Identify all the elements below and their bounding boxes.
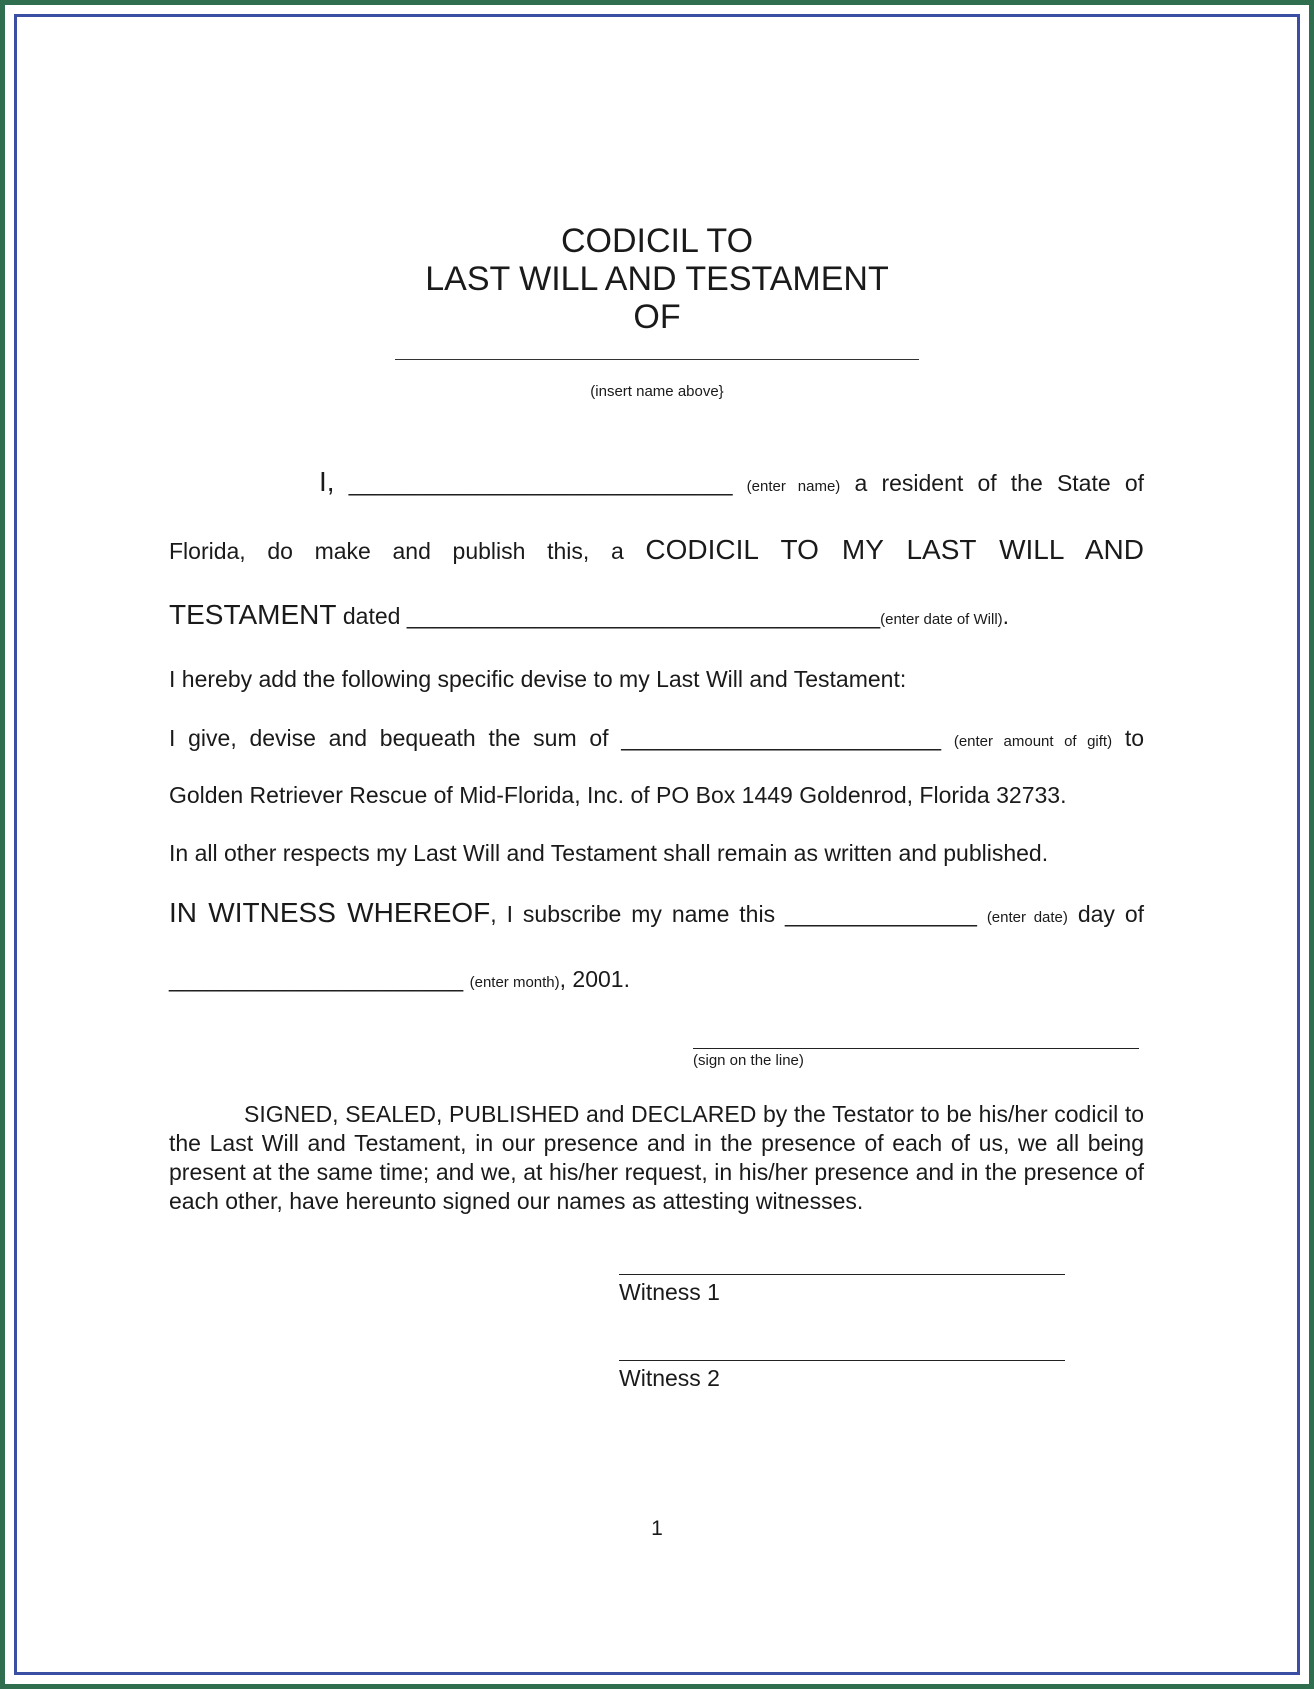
witness-1-label: Witness 1 [619, 1279, 720, 1305]
signature-hint: (sign on the line) [693, 1052, 804, 1069]
title-line-1: CODICIL TO [560, 222, 754, 260]
name-hint: (insert name above} [590, 383, 724, 400]
body-line-2 [169, 535, 1144, 566]
witness-1-signature-line[interactable] [619, 1274, 1065, 1275]
body-line-8-end: day of [1077, 901, 1144, 927]
body-line-8 [169, 898, 1144, 933]
enter-amount-blank[interactable]: _________________________ [621, 725, 942, 751]
enter-will-date-blank[interactable]: _____________________________________ [406, 603, 881, 629]
testator-signature-line[interactable] [693, 1048, 1139, 1049]
title-line-3: OF [633, 298, 681, 336]
body-line-1 [319, 467, 1144, 502]
page-number: 1 [651, 1517, 663, 1540]
enter-month-hint: (enter month) [469, 974, 560, 991]
body-line-3-end: . [1002, 603, 1010, 629]
enter-month-blank[interactable]: _______________________ [169, 966, 464, 992]
body-line-8-text: , I subscribe my name this [490, 901, 776, 927]
body-line-7: In all other respects my Last Will and Testament shall remain as written and published. [169, 840, 1049, 866]
title-line-2: LAST WILL AND TESTAMENT [425, 260, 889, 298]
body-line-2-text: Florida, do make and publish this, a [169, 538, 624, 564]
enter-day-blank[interactable]: _______________ [785, 901, 977, 927]
body-line-9 [169, 964, 1144, 998]
body-line-1-suffix: a resident of the State of [854, 470, 1144, 496]
enter-amount-hint: (enter amount of gift) [953, 733, 1113, 750]
testator-name-line[interactable] [395, 359, 919, 360]
body-line-3-text: dated [342, 603, 401, 629]
enter-name-hint: (enter name) [746, 478, 841, 495]
body-line-8-caps: IN WITNESS WHEREOF [169, 897, 491, 928]
enter-day-hint: (enter date) [986, 909, 1068, 926]
enter-will-date-hint: (enter date of Will) [880, 611, 1003, 628]
enter-name-blank[interactable]: ______________________________ [348, 470, 733, 496]
attestation-paragraph: SIGNED, SEALED, PUBLISHED and DECLARED by the Testator to be his/her codicil to the Last Will and Testament, in our presence and in the presence of each of us, we all being present at the same time; and we, at his/her request, in his/her presence and in the presence of each other, have hereunto signed our names as attesting witnesses. [169, 1101, 1144, 1214]
body-line-1-prefix: I, [319, 466, 335, 497]
body-line-6: Golden Retriever Rescue of Mid-Florida, Inc. of PO Box 1449 Goldenrod, Florida 32733. [169, 782, 1067, 808]
body-line-3 [169, 600, 1144, 635]
body-line-9-end: , 2001. [559, 966, 630, 992]
body-line-5 [169, 723, 1144, 757]
body-line-5-end: to [1124, 725, 1145, 751]
body-line-3-caps: TESTAMENT [169, 599, 337, 630]
witness-2-label: Witness 2 [619, 1365, 720, 1391]
witness-2-signature-line[interactable] [619, 1360, 1065, 1361]
body-line-4: I hereby add the following specific devise to my Last Will and Testament: [169, 666, 907, 692]
body-line-2-caps: CODICIL TO MY LAST WILL AND [645, 534, 1145, 565]
body-line-5-text: I give, devise and bequeath the sum of [169, 725, 609, 751]
